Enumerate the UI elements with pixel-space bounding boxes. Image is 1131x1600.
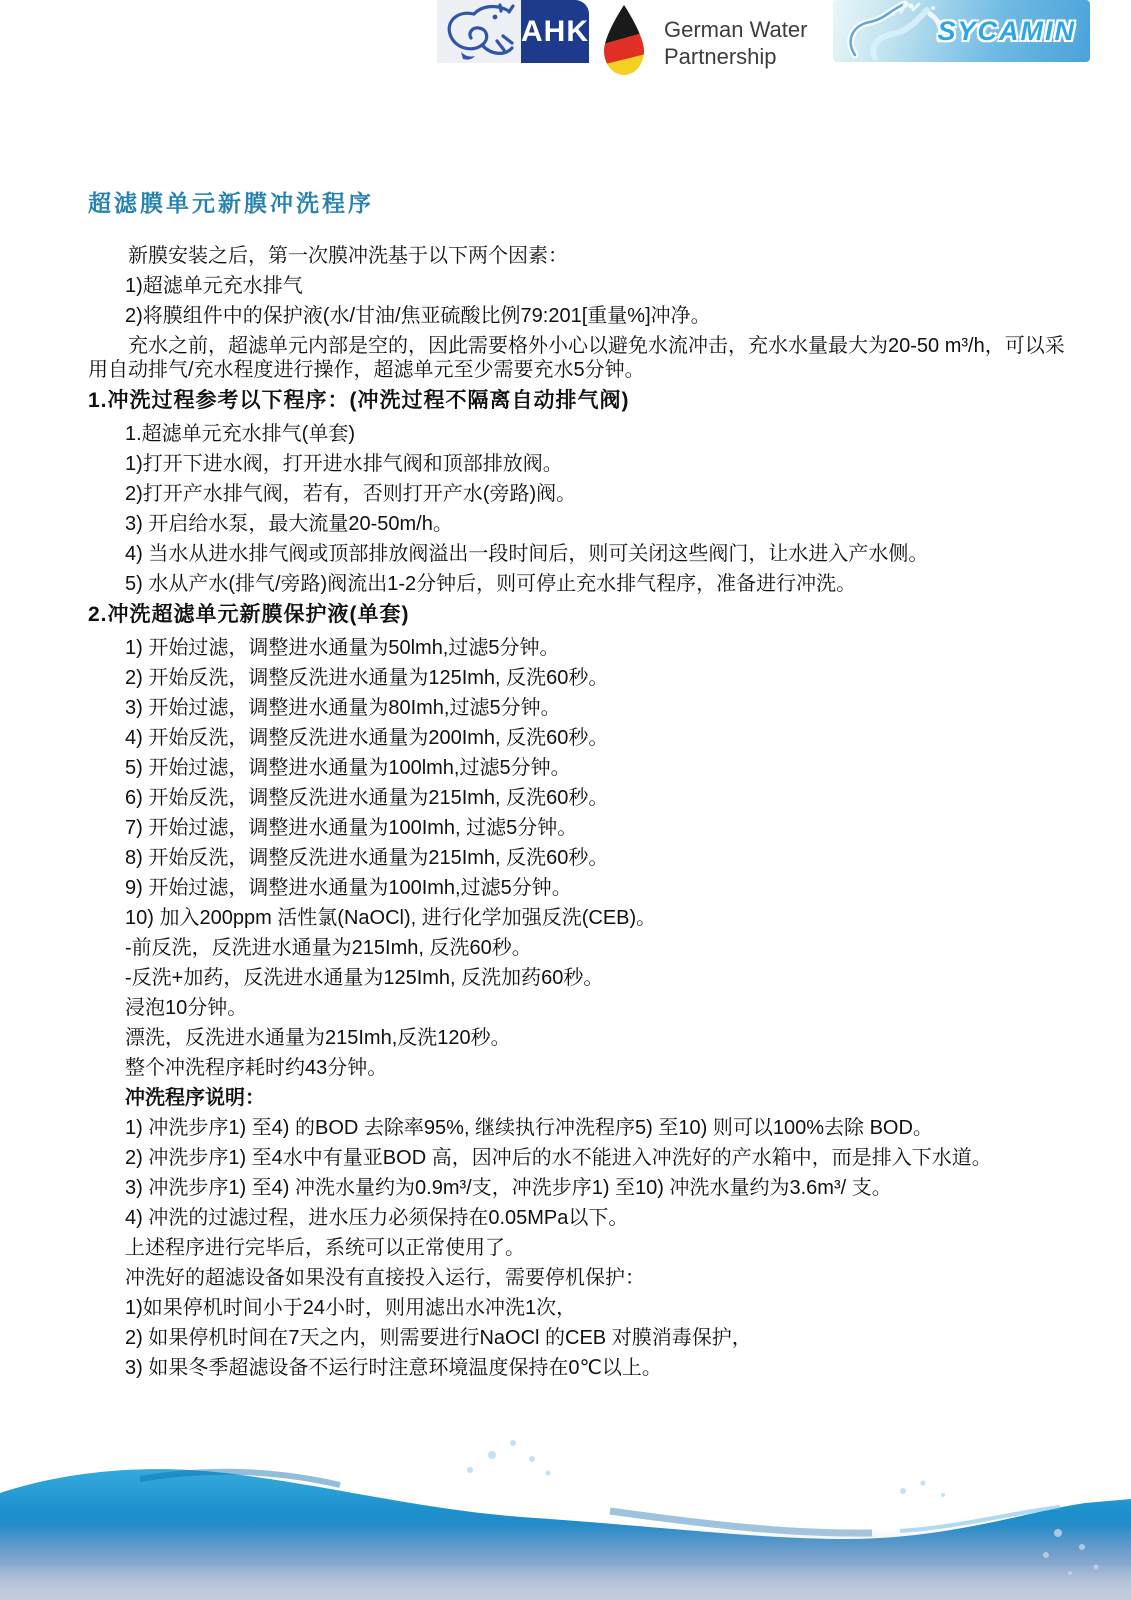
procedure-step: 5) 水从产水(排气/旁路)阀流出1-2分钟后，则可停止充水排气程序，准备进行冲洗。 [125,573,857,595]
note-line: 1) 冲洗步序1) 至4) 的BOD 去除率95%, 继续执行冲洗程序5) 至10) 则可以100%去除 BOD。 [125,1117,933,1139]
intro-lead: 新膜安装之后，第一次膜冲洗基于以下两个因素： [128,245,568,267]
flush-step: -前反洗，反洗进水通量为215Imh, 反洗60秒。 [125,937,532,959]
note-line: 4) 冲洗的过滤过程，进水压力必须保持在0.05MPa以下。 [125,1207,629,1229]
flush-step: 7) 开始过滤，调整进水通量为100Imh, 过滤5分钟。 [125,817,578,839]
procedure-step: 1)打开下进水阀，打开进水排气阀和顶部排放阀。 [125,453,563,475]
flush-step: 浸泡10分钟。 [125,997,248,1019]
flush-step: 整个冲洗程序耗时约43分钟。 [125,1057,388,1079]
note-line: 上述程序进行完毕后，系统可以正常使用了。 [125,1237,525,1259]
section1-steps [88,452,1083,596]
flush-step: 6) 开始反洗，调整反洗进水通量为215Imh, 反洗60秒。 [125,787,609,809]
page-title: 超滤膜单元新膜冲洗程序 [88,190,374,216]
note-line: 2) 冲洗步序1) 至4水中有量亚BOD 高，因冲后的水不能进入冲洗好的产水箱中，而是排入下水道。 [125,1147,992,1169]
flush-step: -反洗+加药，反洗进水通量为125Imh, 反洗加药60秒。 [125,967,604,989]
sycamin-logo [833,0,1090,62]
procedure-step: 4) 当水从进水排气阀或顶部排放阀溢出一段时间后，则可关闭这些阀门，让水进入产水侧。 [125,543,929,565]
intro-paragraph: 充水之前，超滤单元内部是空的，因此需要格外小心以避免水流冲击，充水水量最大为20-50 m³/h，可以采用自动排气/充水程度进行操作，超滤单元至少需要充水5分钟。 [88,335,1065,381]
note-line: 3) 如果冬季超滤设备不运行时注意环境温度保持在0℃以上。 [125,1357,662,1379]
ahk-logo [437,0,587,63]
note-line: 1)如果停机时间小于24小时，则用滤出水冲洗1次， [125,1297,577,1319]
intro-items [88,274,1083,328]
flush-step: 3) 开始过滤，调整进水通量为80Imh,过滤5分钟。 [125,697,561,719]
intro-item: 2)将膜组件中的保护液(水/甘油/焦亚硫酸比例79:201[重量%]冲净。 [125,305,711,327]
section2-heading: 2.冲洗超滤单元新膜保护液(单套) [88,603,410,626]
procedure-step: 3) 开启给水泵，最大流量20-50m/h。 [125,513,453,535]
ahk-wordmark: AHK [521,0,589,63]
note-line: 2) 如果停机时间在7天之内，则需要进行NaOCl 的CEB 对膜消毒保护， [125,1327,752,1349]
procedure-step: 2)打开产水排气阀，若有，否则打开产水(旁路)阀。 [125,483,577,505]
sycamin-wordmark: SYCAMIN [937,16,1076,46]
section1-heading: 1.冲洗过程参考以下程序：(冲洗过程不隔离自动排气阀) [88,389,630,412]
notes-items [88,1116,1083,1380]
water-wave-image [0,1415,1131,1600]
flush-step: 4) 开始反洗，调整反洗进水通量为200Imh, 反洗60秒。 [125,727,609,749]
flush-step: 2) 开始反洗，调整反洗进水通量为125Imh, 反洗60秒。 [125,667,609,689]
section2-steps [88,636,1083,1080]
flush-step: 5) 开始过滤，调整进水通量为100lmh,过滤5分钟。 [125,757,571,779]
flush-step: 1) 开始过滤，调整进水通量为50lmh,过滤5分钟。 [125,637,560,659]
gwp-wordmark-line1: German Water [664,16,808,42]
flush-step: 10) 加入200ppm 活性氯(NaOCl), 进行化学加强反洗(CEB)。 [125,907,657,929]
notes-heading: 冲洗程序说明： [125,1087,265,1109]
document-body [0,63,1131,1386]
note-line: 冲洗好的超滤设备如果没有直接投入运行，需要停机保护： [125,1267,645,1289]
gwp-wordmark-line2: Partnership [664,43,777,69]
flush-step: 漂洗，反洗进水通量为215Imh,反洗120秒。 [125,1027,511,1049]
note-line: 3) 冲洗步序1) 至4) 冲洗水量约为0.9m³/支，冲洗步序1) 至10) 冲洗水量约为3.6m³/ 支。 [125,1177,892,1199]
intro-item: 1)超滤单元充水排气 [125,275,303,297]
dragon-icon [437,0,521,63]
gwp-wordmark [664,16,807,70]
section1-subheading: 1.超滤单元充水排气(单套) [125,423,355,445]
flush-step: 8) 开始反洗，调整反洗进水通量为215Imh, 反洗60秒。 [125,847,609,869]
flush-step: 9) 开始过滤，调整进水通量为100Imh,过滤5分钟。 [125,877,572,899]
